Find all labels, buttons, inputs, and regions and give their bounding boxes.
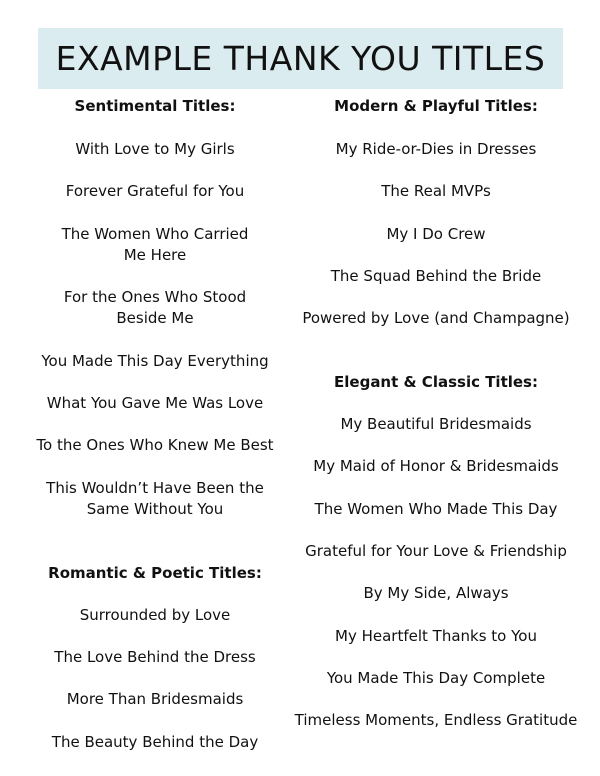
title-item: With Love to My Girls (75, 140, 235, 158)
section-heading-modern: Modern & Playful Titles: (334, 97, 538, 115)
title-item: This Wouldn’t Have Been the (46, 479, 264, 497)
title-item-continued: Me Here (123, 246, 187, 264)
title-item: The Real MVPs (381, 182, 491, 200)
title-item: Forever Grateful for You (65, 182, 245, 200)
title-item: My I Do Crew (386, 225, 486, 243)
title-item: Powered by Love (and Champagne) (302, 309, 570, 327)
title-item: Timeless Moments, Endless Gratitude (294, 711, 578, 729)
title-item: My Beautiful Bridesmaids (340, 415, 532, 433)
title-item-continued: Beside Me (116, 309, 194, 327)
title-item: By My Side, Always (363, 584, 509, 602)
page-title: EXAMPLE THANK YOU TITLES (55, 39, 546, 78)
title-item: My Ride-or-Dies in Dresses (335, 140, 537, 158)
title-item: You Made This Day Everything (41, 352, 269, 370)
title-banner (38, 28, 563, 89)
section-heading-elegant: Elegant & Classic Titles: (334, 373, 538, 391)
title-item-continued: Same Without You (86, 500, 224, 518)
title-item: My Heartfelt Thanks to You (335, 627, 537, 645)
title-item: The Love Behind the Dress (54, 648, 256, 666)
title-item: Grateful for Your Love & Friendship (305, 542, 567, 560)
title-item: What You Gave Me Was Love (46, 394, 264, 412)
section-heading-sentimental: Sentimental Titles: (74, 97, 236, 115)
title-item: My Maid of Honor & Bridesmaids (313, 457, 559, 475)
title-item: For the Ones Who Stood (63, 288, 247, 306)
title-item: The Women Who Made This Day (314, 500, 558, 518)
title-item: The Beauty Behind the Day (51, 733, 259, 751)
title-item: The Squad Behind the Bride (330, 267, 542, 285)
section-heading-romantic: Romantic & Poetic Titles: (48, 564, 262, 582)
title-item: The Women Who Carried (61, 225, 249, 243)
title-item: To the Ones Who Knew Me Best (36, 436, 274, 454)
title-item: Surrounded by Love (79, 606, 231, 624)
title-item: You Made This Day Complete (326, 669, 546, 687)
title-item: More Than Bridesmaids (66, 690, 244, 708)
